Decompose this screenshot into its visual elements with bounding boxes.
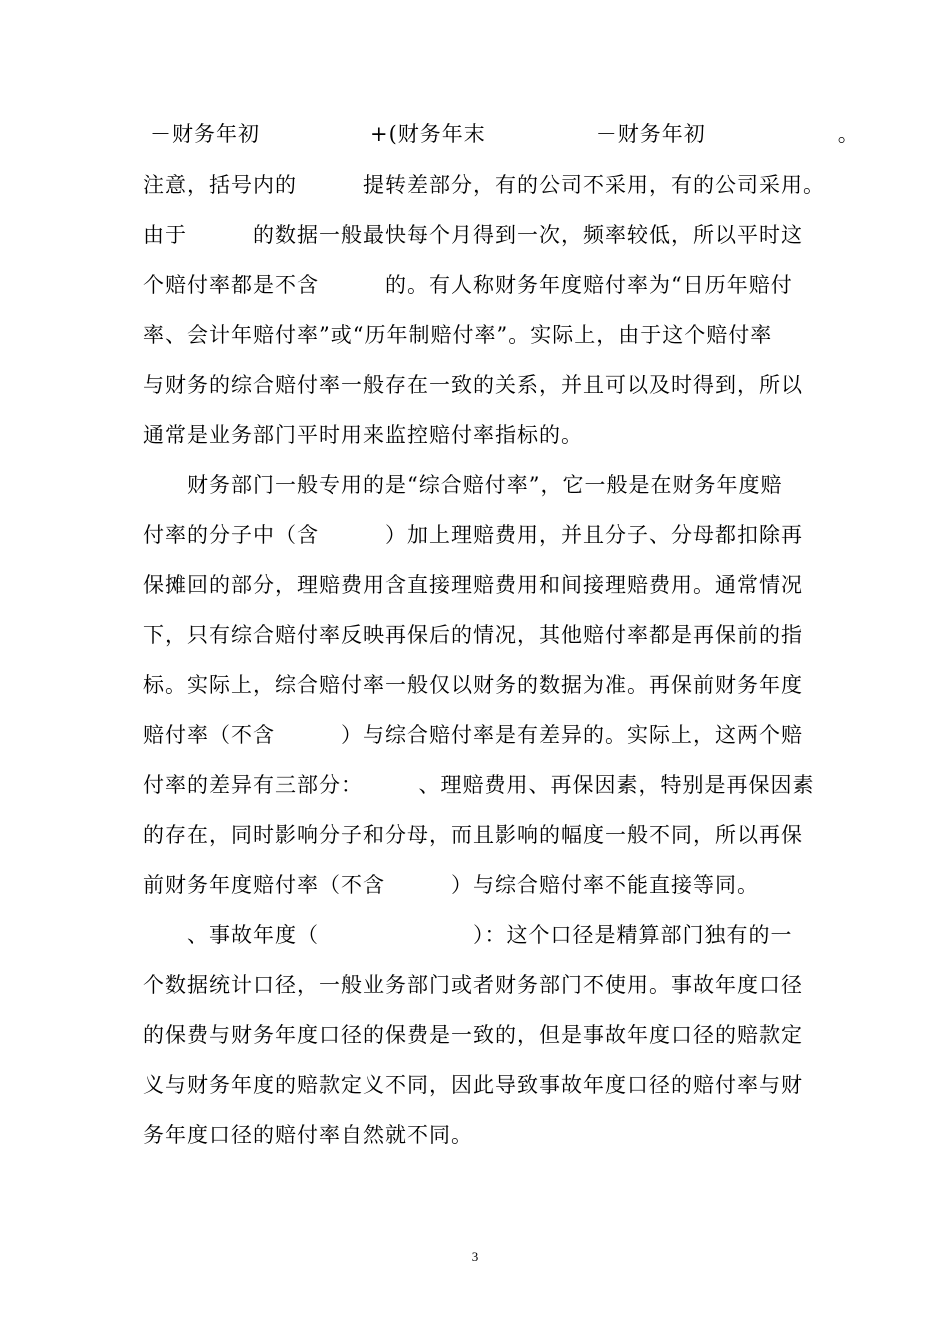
text-line: 的存在，同时影响分子和分母，而且影响的幅度一般不同，所以再保 — [143, 823, 803, 847]
text-line: 由于 的数据一般最快每个月得到一次，频率较低，所以平时这 — [143, 223, 803, 247]
text-line: 付率的差异有三部分： 、理赔费用、再保因素，特别是再保因素 — [143, 773, 815, 797]
text-line: 前财务年度赔付率（不含 ）与综合赔付率不能直接等同。 — [143, 873, 759, 897]
text-line: 赔付率（不含 ）与综合赔付率是有差异的。实际上，这两个赔 — [143, 723, 803, 747]
text-line: 注意，括号内的 提转差部分，有的公司不采用，有的公司采用。 — [143, 173, 825, 197]
text-line: 务年度口径的赔付率自然就不同。 — [143, 1123, 473, 1147]
text-line: 下，只有综合赔付率反映再保后的情况，其他赔付率都是再保前的指 — [143, 623, 803, 647]
text-line: －财务年初 +(财务年末 －财务年初 。 — [150, 122, 860, 146]
text-line: 保摊回的部分，理赔费用含直接理赔费用和间接理赔费用。通常情况 — [143, 573, 803, 597]
text-line: 的保费与财务年度口径的保费是一致的，但是事故年度口径的赔款定 — [143, 1023, 803, 1047]
text-line: 标。实际上，综合赔付率一般仅以财务的数据为准。再保前财务年度 — [143, 673, 803, 697]
text-line: 个数据统计口径，一般业务部门或者财务部门不使用。事故年度口径 — [143, 973, 803, 997]
text-line: 个赔付率都是不含 的。有人称财务年度赔付率为“日历年赔付 — [143, 273, 793, 297]
text-line: 通常是业务部门平时用来监控赔付率指标的。 — [143, 423, 583, 447]
page-number: 3 — [471, 1249, 479, 1264]
text-line: 、事故年度（ ）：这个口径是精算部门独有的一 — [143, 923, 793, 947]
text-line: 付率的分子中（含 ）加上理赔费用，并且分子、分母都扣除再 — [143, 523, 803, 547]
text-line: 义与财务年度的赔款定义不同，因此导致事故年度口径的赔付率与财 — [143, 1073, 803, 1097]
text-line: 与财务的综合赔付率一般存在一致的关系，并且可以及时得到，所以 — [143, 373, 803, 397]
text-line: 财务部门一般专用的是“综合赔付率”，它一般是在财务年度赔 — [143, 473, 783, 497]
text-line: 率、会计年赔付率”或“历年制赔付率”。实际上，由于这个赔付率 — [143, 323, 773, 347]
